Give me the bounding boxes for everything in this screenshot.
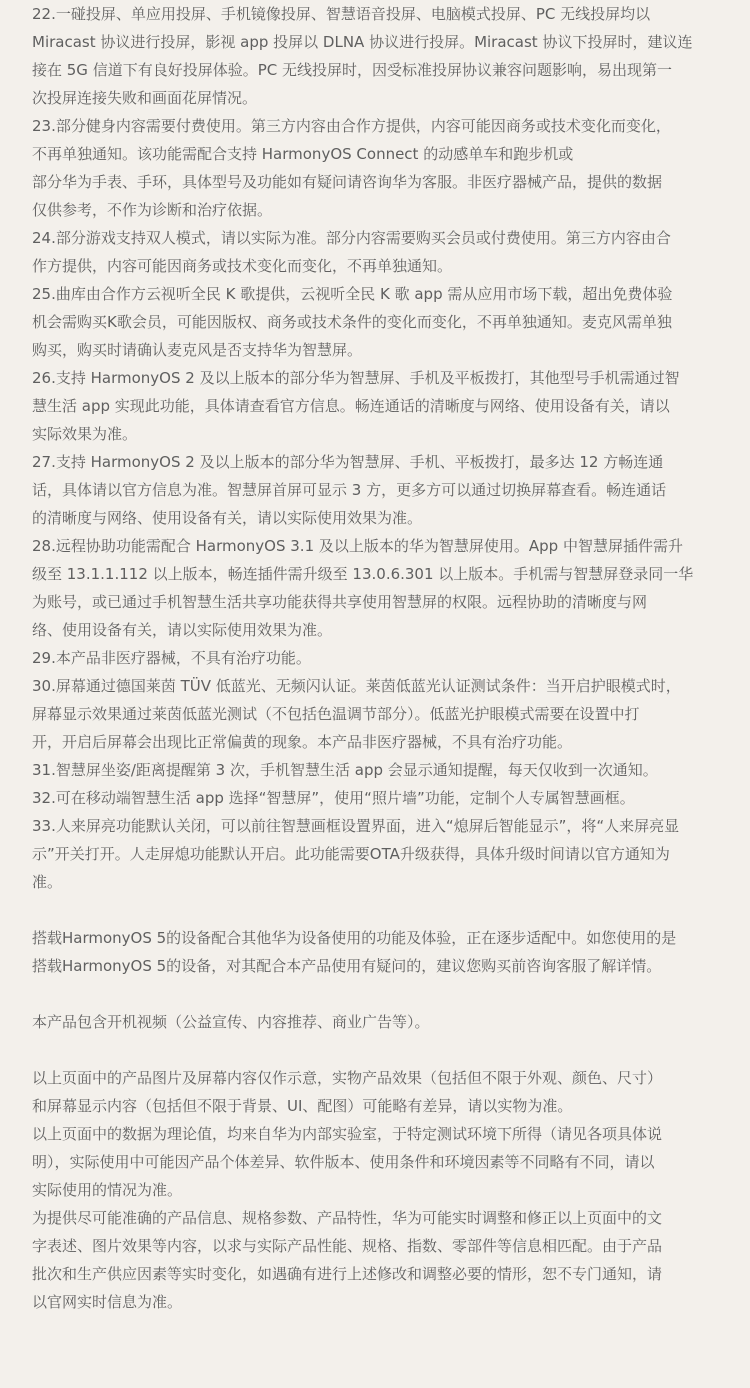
harmonyos-notice-line-1: 搭载HarmonyOS 5的设备配合其他华为设备使用的功能及体验，正在逐步适配中。如您使用的是	[32, 929, 677, 947]
paragraph-gap	[32, 1036, 718, 1064]
note-23-line-4: 仅供参考，不作为诊断和治疗依据。	[32, 201, 273, 219]
note-31-line-1: 31.智慧屏坐姿/距离提醒第 3 次，手机智慧生活 app 会显示通知提醒，每天仅收到一次通知。	[32, 761, 658, 779]
boot-video-notice-line-1: 本产品包含开机视频（公益宣传、内容推荐、商业广告等）。	[32, 1013, 430, 1031]
disclaimer-line-2: 和屏幕显示内容（包括但不限于背景、UI、配图）可能略有差异，请以实物为准。	[32, 1097, 573, 1115]
note-27-line-2: 话，具体请以官方信息为准。智慧屏首屏可显示 3 方，更多方可以通过切换屏幕查看。畅连通话	[32, 481, 667, 499]
note-30-line-1: 30.屏幕通过德国莱茵 TÜV 低蓝光、无频闪认证。莱茵低蓝光认证测试条件：当开启护眼模式时，	[32, 677, 681, 695]
disclaimer-line-1: 以上页面中的产品图片及屏幕内容仅作示意，实物产品效果（包括但不限于外观、颜色、尺寸）	[32, 1069, 663, 1087]
note-22-line-3: 接在 5G 信道下有良好投屏体验。PC 无线投屏时，因受标准投屏协议兼容问题影响，易出现第一	[32, 61, 672, 79]
note-30-line-3: 开，开启后屏幕会出现比正常偏黄的现象。本产品非医疗器械，不具有治疗功能。	[32, 733, 573, 751]
note-23-line-1: 23.部分健身内容需要付费使用。第三方内容由合作方提供，内容可能因商务或技术变化而变化，	[32, 117, 671, 135]
note-28-line-4: 络、使用设备有关，请以实际使用效果为准。	[32, 621, 333, 639]
note-26-line-3: 实际效果为准。	[32, 425, 138, 443]
note-26-line-2: 慧生活 app 实现此功能，具体请查看官方信息。畅连通话的清晰度与网络、使用设备有关，请以	[32, 397, 670, 415]
disclaimer-line-4: 明），实际使用中可能因产品个体差异、软件版本、使用条件和环境因素等不同略有不同，请以	[32, 1153, 655, 1171]
note-25-line-1: 25.曲库由合作方云视听全民 K 歌提供，云视听全民 K 歌 app 需从应用市场下载，超出免费体验	[32, 285, 673, 303]
note-28-line-2: 级至 13.1.1.112 以上版本，畅连插件需升级至 13.0.6.301 以上版本。手机需与智慧屏登录同一华	[32, 565, 694, 583]
disclaimer-line-6: 为提供尽可能准确的产品信息、规格参数、产品特性，华为可能实时调整和修正以上页面中的文	[32, 1209, 663, 1227]
note-25-line-2: 机会需购买K歌会员，可能因版权、商务或技术条件的变化而变化，不再单独通知。麦克风需单独	[32, 313, 672, 331]
note-25-line-3: 购买，购买时请确认麦克风是否支持华为智慧屏。	[32, 341, 363, 359]
harmonyos-notice	[32, 924, 718, 980]
disclaimer-line-3: 以上页面中的数据为理论值，均来自华为内部实验室，于特定测试环境下所得（请见各项具体说	[32, 1125, 663, 1143]
note-33-line-3: 准。	[32, 873, 63, 891]
note-27-line-3: 的清晰度与网络、使用设备有关，请以实际使用效果为准。	[32, 509, 423, 527]
note-28-line-1: 28.远程协助功能需配合 HarmonyOS 3.1 及以上版本的华为智慧屏使用。App 中智慧屏插件需升	[32, 537, 683, 555]
note-32-line-1: 32.可在移动端智慧生活 app 选择“智慧屏”，使用“照片墙”功能，定制个人专属智慧画框。	[32, 789, 635, 807]
note-22-line-1: 22.一碰投屏、单应用投屏、手机镜像投屏、智慧语音投屏、电脑模式投屏、PC 无线投屏均以	[32, 5, 651, 23]
note-23-line-3: 部分华为手表、手环，具体型号及功能如有疑问请咨询华为客服。非医疗器械产品，提供的数据	[32, 173, 663, 191]
note-23-line-2: 不再单独通知。该功能需配合支持 HarmonyOS Connect 的动感单车和跑步机或	[32, 145, 574, 163]
disclaimer-line-7: 字表述、图片效果等内容，以求与实际产品性能、规格、指数、零部件等信息相匹配。由于产品	[32, 1237, 663, 1255]
paragraph-gap	[32, 980, 718, 1008]
note-33-line-1: 33.人来屏亮功能默认关闭，可以前往智慧画框设置界面，进入“熄屏后智能显示”，将“人来屏亮显	[32, 817, 680, 835]
disclaimer-line-8: 批次和生产供应因素等实时变化，如遇确有进行上述修改和调整必要的情形，恕不专门通知，请	[32, 1265, 663, 1283]
disclaimer-line-9: 以官网实时信息为准。	[32, 1293, 183, 1311]
boot-video-notice	[32, 1008, 718, 1036]
disclaimer-line-5: 实际使用的情况为准。	[32, 1181, 183, 1199]
note-27-line-1: 27.支持 HarmonyOS 2 及以上版本的部分华为智慧屏、手机、平板拨打，最多达 12 方畅连通	[32, 453, 664, 471]
note-30-line-2: 屏幕显示效果通过莱茵低蓝光测试（不包括色温调节部分）。低蓝光护眼模式需要在设置中打	[32, 705, 640, 723]
note-24-line-2: 作方提供，内容可能因商务或技术变化而变化，不再单独通知。	[32, 257, 453, 275]
note-24-line-1: 24.部分游戏支持双人模式，请以实际为准。部分内容需要购买会员或付费使用。第三方内容由合	[32, 229, 671, 247]
note-28-line-3: 为账号，或已通过手机智慧生活共享功能获得共享使用智慧屏的权限。远程协助的清晰度与网	[32, 593, 648, 611]
disclaimer-block	[32, 1064, 718, 1316]
note-29-line-1: 29.本产品非医疗器械，不具有治疗功能。	[32, 649, 311, 667]
numbered-footnotes	[32, 0, 718, 896]
note-22-line-2: Miracast 协议进行投屏，影视 app 投屏以 DLNA 协议进行投屏。Miracast 协议下投屏时，建议连	[32, 33, 693, 51]
note-26-line-1: 26.支持 HarmonyOS 2 及以上版本的部分华为智慧屏、手机及平板拨打，其他型号手机需通过智	[32, 369, 680, 387]
note-22-line-4: 次投屏连接失败和画面花屏情况。	[32, 89, 258, 107]
harmonyos-notice-line-2: 搭载HarmonyOS 5的设备，对其配合本产品使用有疑问的，建议您购买前咨询客服了解详情。	[32, 957, 662, 975]
paragraph-gap	[32, 896, 718, 924]
note-33-line-2: 示”开关打开。人走屏熄功能默认开启。此功能需要OTA升级获得，具体升级时间请以官方通知为	[32, 845, 670, 863]
